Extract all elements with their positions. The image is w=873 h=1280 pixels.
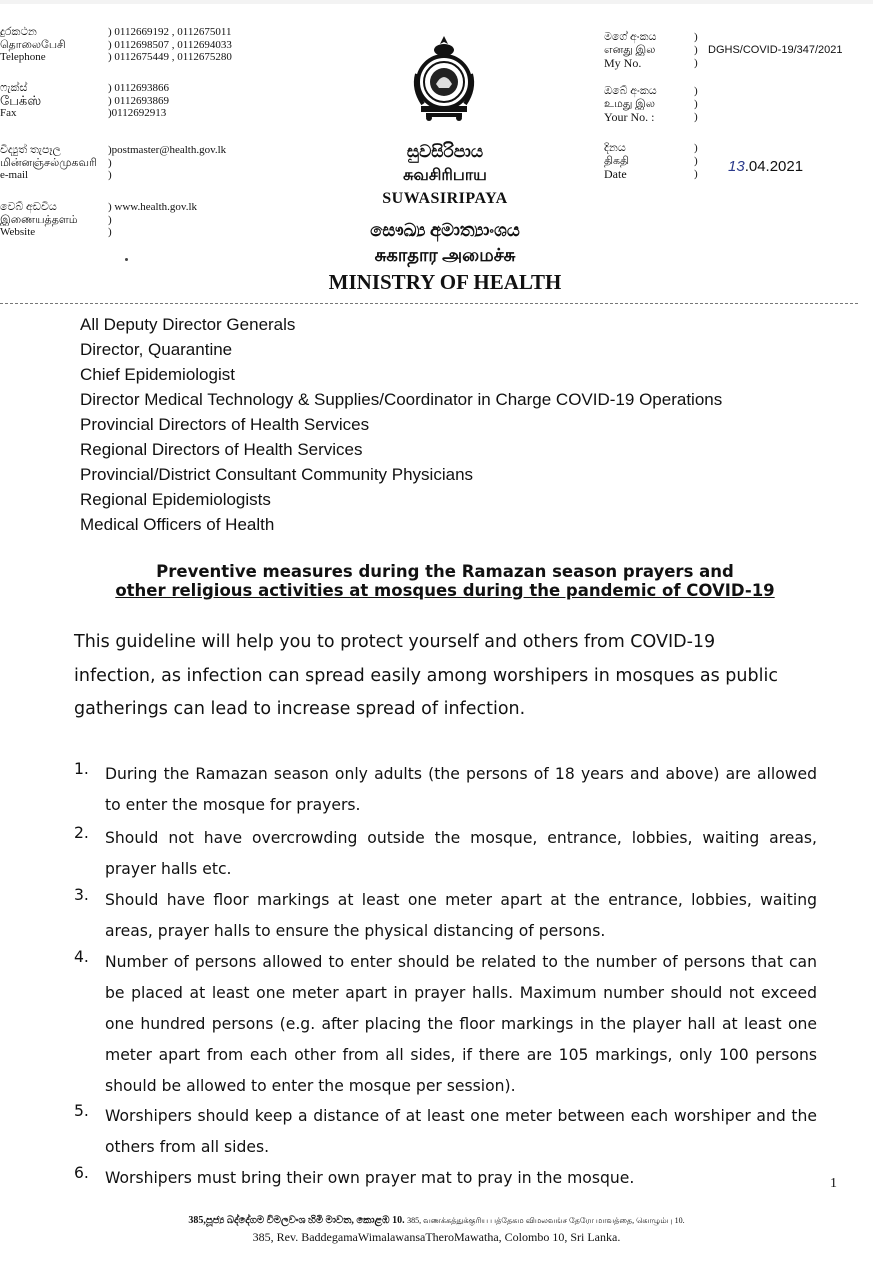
ministry-tamil: சுகாதார அமைச்சு <box>374 245 516 265</box>
your-no-label-en: Your No. : <box>604 110 655 124</box>
ministry-english: MINISTRY OF HEALTH <box>328 270 562 294</box>
title-line-2: other religious activities at mosques during the pandemic of COVID-19 <box>115 581 775 600</box>
website-line-1: ) www.health.gov.lk <box>108 201 197 213</box>
footer-address-local <box>0 1215 873 1226</box>
email-label-ta: மின்னஞ்சல்முகவரி <box>0 156 97 169</box>
item-text: Number of persons allowed to enter should be related to the number of persons that can be placed at least one meter apart in prayer halls. Maximum number should not exceed one hundred persons (e.g. after placing the floor markings in the player hall at least one meter apart from each other from all sides, if there are 105 markings, only 100 persons should be allowed to enter the mosque per session). <box>105 953 817 1095</box>
intro-line: This guideline will help you to protect yourself and others from COVID-19 <box>74 632 716 652</box>
telephone-label-si: දුරකථන <box>0 26 37 38</box>
intro-line: infection, as infection can spread easily among worshipers in mosques as public <box>74 665 778 686</box>
page-number: 1 <box>830 1176 837 1191</box>
recipient-item: Medical Officers of Health <box>80 515 275 534</box>
date-label-si: දිනය <box>604 142 626 154</box>
telephone-label-en: Telephone <box>0 51 46 63</box>
email-line-3: ) <box>108 169 112 181</box>
footer-address-tamil: 385, வணக்கத்துக்குரிய பத்தேகம விமலவங்ச தேரோ மாவத்தை, கொழும்பு 10. <box>407 1216 685 1225</box>
your-no-label-si: ඔබේ අංකය <box>604 85 657 97</box>
website-line-2: ) <box>108 213 112 226</box>
stray-dot <box>125 258 128 261</box>
header-divider <box>0 303 858 304</box>
suwasiripaya-english: SUWASIRIPAYA <box>382 190 508 207</box>
my-no-label-si: මගේ අංකය <box>604 31 657 43</box>
item-number: 4. <box>74 948 89 966</box>
my-no-label-ta: எனது இல <box>604 44 656 56</box>
item-text: Worshipers must bring their own prayer mat to pray in the mosque. <box>105 1169 635 1187</box>
fax-line-2: ) 0112693869 <box>108 94 170 107</box>
telephone-line-3: ) 0112675449 , 0112675280 <box>108 51 232 63</box>
telephone-line-2: ) 0112698507 , 0112694033 <box>108 38 232 51</box>
fax-line-3: )0112692913 <box>108 107 167 119</box>
fax-label-ta: பேக்ஸ் <box>0 92 42 108</box>
item-number: 2. <box>74 824 89 842</box>
website-label-ta: இணையத்தளம் <box>0 213 78 226</box>
my-no-label-en: My No. <box>604 56 642 70</box>
recipient-item: Regional Epidemiologists <box>80 490 271 509</box>
website-label-en: Website <box>0 226 36 238</box>
recipient-item: All Deputy Director Generals <box>80 315 296 334</box>
fax-label-en: Fax <box>0 107 17 119</box>
suwasiripaya-tamil: சுவசிரிபாய <box>403 167 487 184</box>
item-number: 3. <box>74 886 89 904</box>
footer-address-sinhala: 385,පූජ්‍ය බද්දේගම විමලවංශ හිමි මාවත, කොළඹ 10. <box>188 1215 405 1226</box>
ministry-sinhala: සෞඛ්‍ය අමාත්‍යාංශය <box>370 220 520 240</box>
date-label-ta: திகதி <box>604 155 630 167</box>
item-number: 5. <box>74 1102 89 1120</box>
fax-line-1: ) 0112693866 <box>108 82 170 94</box>
email-line-2: ) <box>108 156 112 169</box>
recipient-list <box>80 312 722 537</box>
recipient-item: Provincial/District Consultant Community Physicians <box>80 465 474 484</box>
sri-lanka-emblem-icon <box>409 34 479 124</box>
item-number: 1. <box>74 760 89 778</box>
document-title <box>60 562 830 600</box>
item-text: Worshipers should keep a distance of at least one meter between each worshiper and the others from all sides. <box>105 1107 817 1156</box>
website-label-si: වෙබ් අඩවිය <box>0 201 57 213</box>
intro-line: gatherings can lead to increase spread of infection. <box>74 699 526 719</box>
recipient-item: Director, Quarantine <box>80 340 233 359</box>
email-line-1: )postmaster@health.gov.lk <box>108 144 227 156</box>
suwasiripaya-sinhala: සුවසිරිපාය <box>406 142 484 161</box>
telephone-label-ta: தொலைபேசி <box>0 38 66 51</box>
recipient-item: Director Medical Technology & Supplies/Coordinator in Charge COVID-19 Operations <box>80 390 723 409</box>
letter-page: දුරකථන தொலைபேசி Telephone ) 0112669192 , 0112675011 ) 0112698507 , 0112694033 ) 0112675449 , 0112675280 ෆැක්ස් பேக்ஸ் Fax ) 0112693866 ) 0112693869 )0112692913 විද්‍යුත් තැපෑල மின்னஞ்சல்முகவரி e-mail )postmaster@health.gov.lk ) ) වෙබ් අඩවිය இணையத்தளம் Website ) www.health.gov.lk ) ) මගේ අංකය எனது இல My No. ) ) ) DGHS/COVID-19/347/2021 ඔබේ අංකය உமது இல Your No. : ) ) ) දිනය திகதி Date ) ) ) 13.04.2021 සුවසිරිපාය சுவசிரிபாய SUWASIRIPAYA සෞඛ්‍ය අමාත්‍යාංශය சுகாதார அமைச்சு MINISTRY OF HEALTH All Deputy Director Generals Director, Quarantine Chief Epidemiologist Director Medical Technology & Supplies/Coordinator in Charge COVID-19 Operations Provincial Directors of Health Services Regional Directors of Health Services Provincial/District Consultant Community Physicians Regional Epidemiologists Medical Officers of Health Preventive measures during the Ramazan season prayers and other religious activities at mosques during the pandemic of COVID-19 This guideline will help you to protect yourself and others from COVID-19 infection, as infection can spread easily among worshipers in mosques as public gatherings can lead to increase spread of infection. 1. During the Ramazan season only adults (the persons of 18 years and above) are allowed to enter the mosque for prayers. 2. Should not have overcrowding outside the mosque, entrance, lobbies, waiting areas, prayer halls etc. 3. Should have floor markings at least one meter apart at the entrance, lobbies, waiting areas, prayer halls to ensure the physical distancing of persons. 4. Number of persons allowed to enter should be related to the number of persons that can be placed at least one meter apart in prayer halls. Maximum number should not exceed one hundred persons (e.g. after placing the floor markings in the player hall at least one meter apart from each other from all sides, if there are 105 markings, only 100 persons should be allowed to enter the mosque per session). 5. Worshipers should keep a distance of at least one meter between each worshiper and the others from all sides. 6. Worshipers must bring their own prayer mat to pray in the mosque. 1 385,පූජ්‍ය බද්දේගම විමලවංශ හිමි මාවත, කොළඹ 10. 385, வணக்கத்துக்குரிய பத்தேகம விமலவங்ச தேரோ மாவத்தை, கொழும்பு 10. 385, Rev. BaddegamaWimalawansaTheroMawatha, Colombo 10, Sri Lanka. <box>0 4 873 1280</box>
date-label-en: Date <box>604 167 627 181</box>
item-text: Should have floor markings at least one meter apart at the entrance, lobbies, waiting areas, prayer halls to ensure the physical distancing of persons. <box>105 891 817 940</box>
email-label-en: e-mail <box>0 169 29 181</box>
my-no-value: DGHS/COVID-19/347/2021 <box>708 44 843 56</box>
footer-address-english: 385, Rev. BaddegamaWimalawansaTheroMawatha, Colombo 10, Sri Lanka. <box>252 1230 621 1244</box>
title-line-1: Preventive measures during the Ramazan season prayers and <box>156 562 734 581</box>
item-number: 6. <box>74 1164 89 1182</box>
date-value <box>728 160 803 173</box>
intro-paragraph <box>74 626 824 727</box>
website-line-3: ) <box>108 226 112 238</box>
date-printed-rest: .04.2021 <box>744 158 804 175</box>
telephone-line-1: ) 0112669192 , 0112675011 <box>108 26 232 38</box>
fax-label-si: ෆැක්ස් <box>0 82 28 94</box>
your-no-label-ta: உமது இல <box>604 98 655 110</box>
recipient-item: Provincial Directors of Health Services <box>80 415 370 434</box>
item-text: Should not have overcrowding outside the mosque, entrance, lobbies, waiting areas, prayer halls etc. <box>105 829 817 878</box>
item-text: During the Ramazan season only adults (the persons of 18 years and above) are allowed to enter the mosque for prayers. <box>105 765 817 814</box>
recipient-item: Chief Epidemiologist <box>80 365 235 384</box>
email-label-si: විද්‍යුත් තැපෑල <box>0 144 61 156</box>
recipient-item: Regional Directors of Health Services <box>80 440 363 459</box>
date-handwritten-day: 13 <box>728 158 745 175</box>
